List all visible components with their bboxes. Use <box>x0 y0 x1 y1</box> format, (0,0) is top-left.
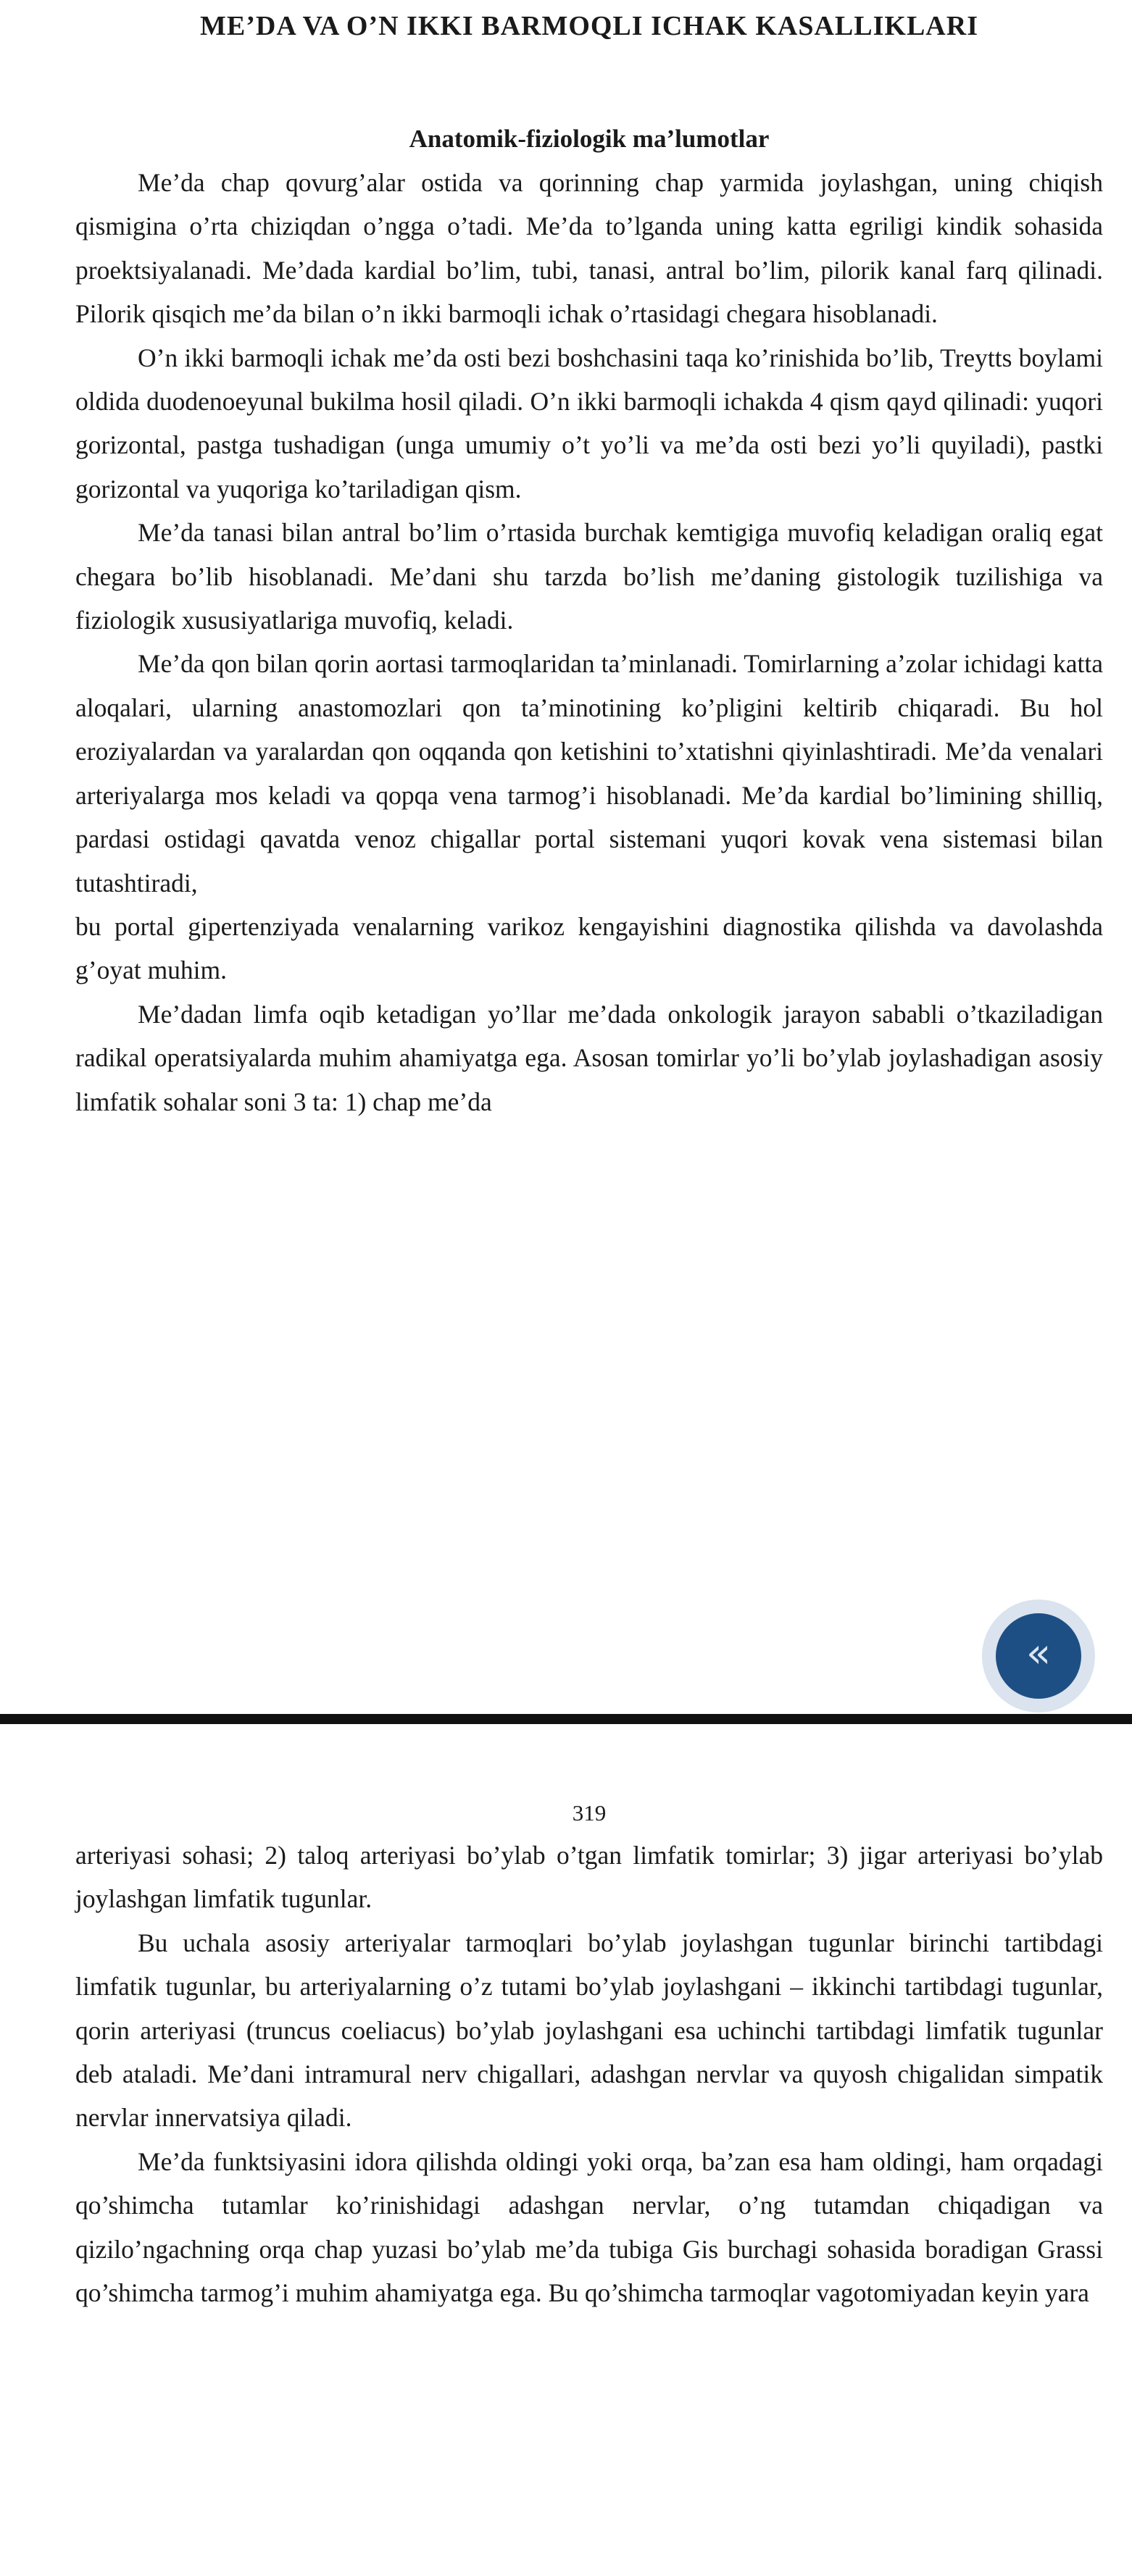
paragraph: Me’da chap qovurg’alar ostida va qorinning chap yarmida joylashgan, uning chiqish qismigina o’rta chiziqdan o’ngga o’tadi. Me’da to’lganda uning katta egriligi kindik sohasida proektsiyalanadi. Me’dada kardial bo’lim, tubi, tanasi, antral bo’lim, pilorik kanal farq qilinadi. Pilorik qisqich me’da bilan o’n ikki barmoqli ichak o’rtasidagi chegara hisoblanadi. <box>75 168 1103 329</box>
double-chevron-left-icon: « <box>1025 1630 1052 1677</box>
paragraph: Me’da qon bilan qorin aortasi tarmoqlaridan ta’minlanadi. Tomirlarning a’zolar ichidagi katta aloqalari, ularning anastomozlari qon ta’minotining ko’pligini keltirib chiqaradi. Bu hol eroziyalardan va yaralardan qon oqqanda qon ketishini to’xtatishni qiyinlashtiradi. Me’da venalari arteriyalarga mos keladi va qopqa vena tarmog’i hisoblanadi. Me’da kardial bo’limining shilliq, pardasi ostidagi qavatda venoz chigallar portal sistemani yuqori kovak vena sistemasi bilan tutashtiradi, <box>75 649 1103 898</box>
paragraph-continuation: arteriyasi sohasi; 2) taloq arteriyasi bo’ylab o’tgan limfatik tomirlar; 3) jigar arteriyasi bo’ylab joylashgan limfatik tugunlar. <box>75 1841 1103 1914</box>
paragraph-continuation: bu portal gipertenziyada venalarning varikoz kengayishini diagnostika qilishda va davolashda g’oyat muhim. <box>75 911 1103 985</box>
page-number: 319 <box>572 1800 607 1826</box>
section-title: Anatomik-fiziologik ma’lumotlar <box>409 125 770 153</box>
paragraph: Bu uchala asosiy arteriyalar tarmoqlari bo’ylab joylashgan tugunlar birinchi tartibdagi limfatik tugunlar, bu arteriyalarning o’z tutami bo’ylab joylashgani – ikkinchi tartibdagi tugunlar, qorin arteriyasi (truncus coeliacus) bo’ylab joylashgani esa uchinchi tartibdagi limfatik tugunlar deb ataladi. Me’dani intramural nerv chigallari, adashgan nervlar va quyosh chigalidan simpatik nervlar innervatsiya qiladi. <box>75 1928 1103 2133</box>
scroll-back-button[interactable] <box>982 1599 1095 1713</box>
paragraph: Me’da funktsiyasini idora qilishda oldingi yoki orqa, ba’zan esa ham oldingi, ham orqadagi qo’shimcha tutamlar ko’rinishidagi adashgan nervlar, o’ng tutamdan chiqadigan va qizilo’ngachning orqa chap yuzasi bo’ylab me’da tubiga Gis burchagi sohasida boradigan Grassi qo’shimcha tarmog’i muhim ahamiyatga ega. Bu qo’shimcha tarmoqlar vagotomiyadan keyin yara <box>75 2146 1103 2308</box>
document-title: ME’DA VA O’N IKKI BARMOQLI ICHAK KASALLIKLARI <box>200 11 978 41</box>
paragraph: Me’dadan limfa oqib ketadigan yo’llar me’dada onkologik jarayon sababli o’tkaziladigan radikal operatsiyalarda muhim ahamiyatga ega. Asosan tomirlar yo’li bo’ylab joylashadigan asosiy limfatik sohalar soni 3 ta: 1) chap me’da <box>75 999 1103 1116</box>
page-gap <box>0 1724 1132 1793</box>
scroll-back-button-face[interactable] <box>996 1613 1081 1699</box>
document-page-upper <box>75 0 1103 1124</box>
page-divider <box>0 1714 1132 1724</box>
document-page-lower <box>75 1793 1103 2314</box>
paragraph: Me’da tanasi bilan antral bo’lim o’rtasida burchak kemtigiga muvofiq keladigan oraliq egat chegara bo’lib hisoblanadi. Me’dani shu tarzda bo’lish me’daning gistologik tuzilishiga va fiziologik xususiyatlariga muvofiq, keladi. <box>75 518 1103 635</box>
paragraph: O’n ikki barmoqli ichak me’da osti bezi boshchasini taqa ko’rinishida bo’lib, Treytts boylami oldida duodenoeyunal bukilma hosil qiladi. O’n ikki barmoqli ichakda 4 qism qayd qilinadi: yuqori gorizontal, pastga tushadigan (unga umumiy o’t yo’li va me’da osti bezi yo’li quyiladi), pastki gorizontal va yuqoriga ko’tariladigan qism. <box>75 343 1103 503</box>
